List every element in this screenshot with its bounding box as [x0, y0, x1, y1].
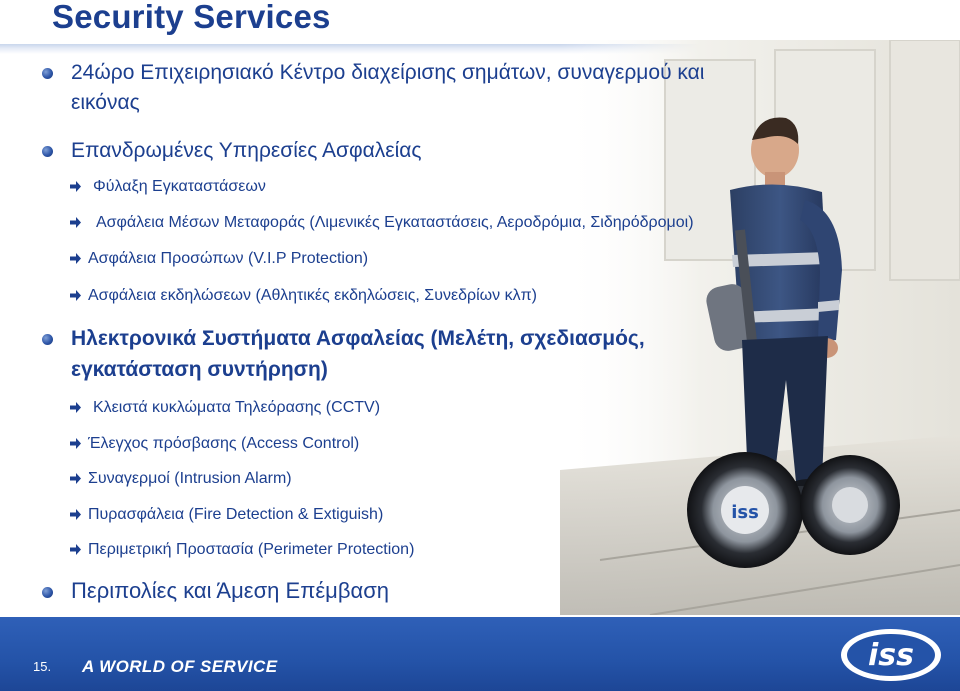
- arrow-right-icon: [69, 472, 82, 485]
- sub-list-item: [0, 396, 820, 422]
- sub-list-item: [0, 284, 820, 310]
- sub-list-text: Φύλαξη Εγκαταστάσεων: [93, 178, 266, 195]
- arrow-right-icon: [69, 252, 82, 265]
- bullet-dot-icon: [42, 146, 53, 157]
- sub-list-item: [0, 247, 820, 273]
- arrow-right-icon: [69, 289, 82, 302]
- sub-list-text: Περιμετρική Προστασία (Perimeter Protection): [88, 541, 415, 558]
- footer-tagline: A WORLD OF SERVICE: [82, 657, 278, 676]
- sub-list-item: [0, 175, 820, 201]
- arrow-right-icon: [69, 401, 82, 414]
- bullet-item: [0, 136, 760, 168]
- svg-text:iss: iss: [731, 502, 759, 523]
- arrow-right-icon: [69, 543, 82, 556]
- sub-list-item: [0, 467, 820, 493]
- slide-title: Security Services: [52, 0, 331, 35]
- bullet-item: [0, 576, 760, 608]
- iss-logo: [836, 625, 946, 685]
- bullet-text: 24ώρο Επιχειρησιακό Κέντρο διαχείρισης σημάτων, συναγερμού και εικόνας: [71, 61, 705, 114]
- sub-list-item: [0, 503, 820, 529]
- sub-list-text: Έλεγχος πρόσβασης (Access Control): [88, 435, 360, 452]
- bullet-dot-icon: [42, 334, 53, 345]
- sub-list-item: [0, 538, 820, 564]
- logo-text: iss: [868, 638, 914, 673]
- bullet-text: Επανδρωμένες Υπηρεσίες Ασφαλείας: [71, 139, 422, 162]
- bullet-text: Ηλεκτρονικά Συστήματα Ασφαλείας (Μελέτη, σχεδιασμός, εγκατάσταση συντήρηση): [71, 327, 645, 381]
- arrow-right-icon: [69, 508, 82, 521]
- sub-list-text: Ασφάλεια εκδηλώσεων (Αθλητικές εκδηλώσεις, Συνεδρίων κλπ): [88, 287, 537, 304]
- sub-list-text: Ασφάλεια Μέσων Μεταφοράς (Λιμενικές Εγκαταστάσεις, Αεροδρόμια, Σιδηρόδρομοι): [96, 214, 694, 231]
- sub-list-text: Κλειστά κυκλώματα Τηλεόρασης (CCTV): [93, 399, 381, 416]
- sub-list-text: Ασφάλεια Προσώπων (V.I.P Protection): [88, 250, 369, 267]
- bullet-item: [0, 323, 760, 387]
- bullet-item: [0, 58, 760, 122]
- page-number: 15.: [33, 659, 52, 674]
- bullet-text: Περιπολίες και Άμεση Επέμβαση: [71, 578, 390, 603]
- sub-list-text: Συναγερμοί (Intrusion Alarm): [88, 470, 292, 487]
- sub-list-item: [0, 432, 820, 458]
- sub-list-text: Πυρασφάλεια (Fire Detection & Extiguish): [88, 506, 384, 523]
- arrow-right-icon: [69, 437, 82, 450]
- sub-list-item: [0, 211, 820, 237]
- footer-bar: [0, 617, 960, 691]
- arrow-right-icon: [69, 216, 82, 229]
- bullet-dot-icon: [42, 68, 53, 79]
- arrow-right-icon: [69, 180, 82, 193]
- bullet-dot-icon: [42, 587, 53, 598]
